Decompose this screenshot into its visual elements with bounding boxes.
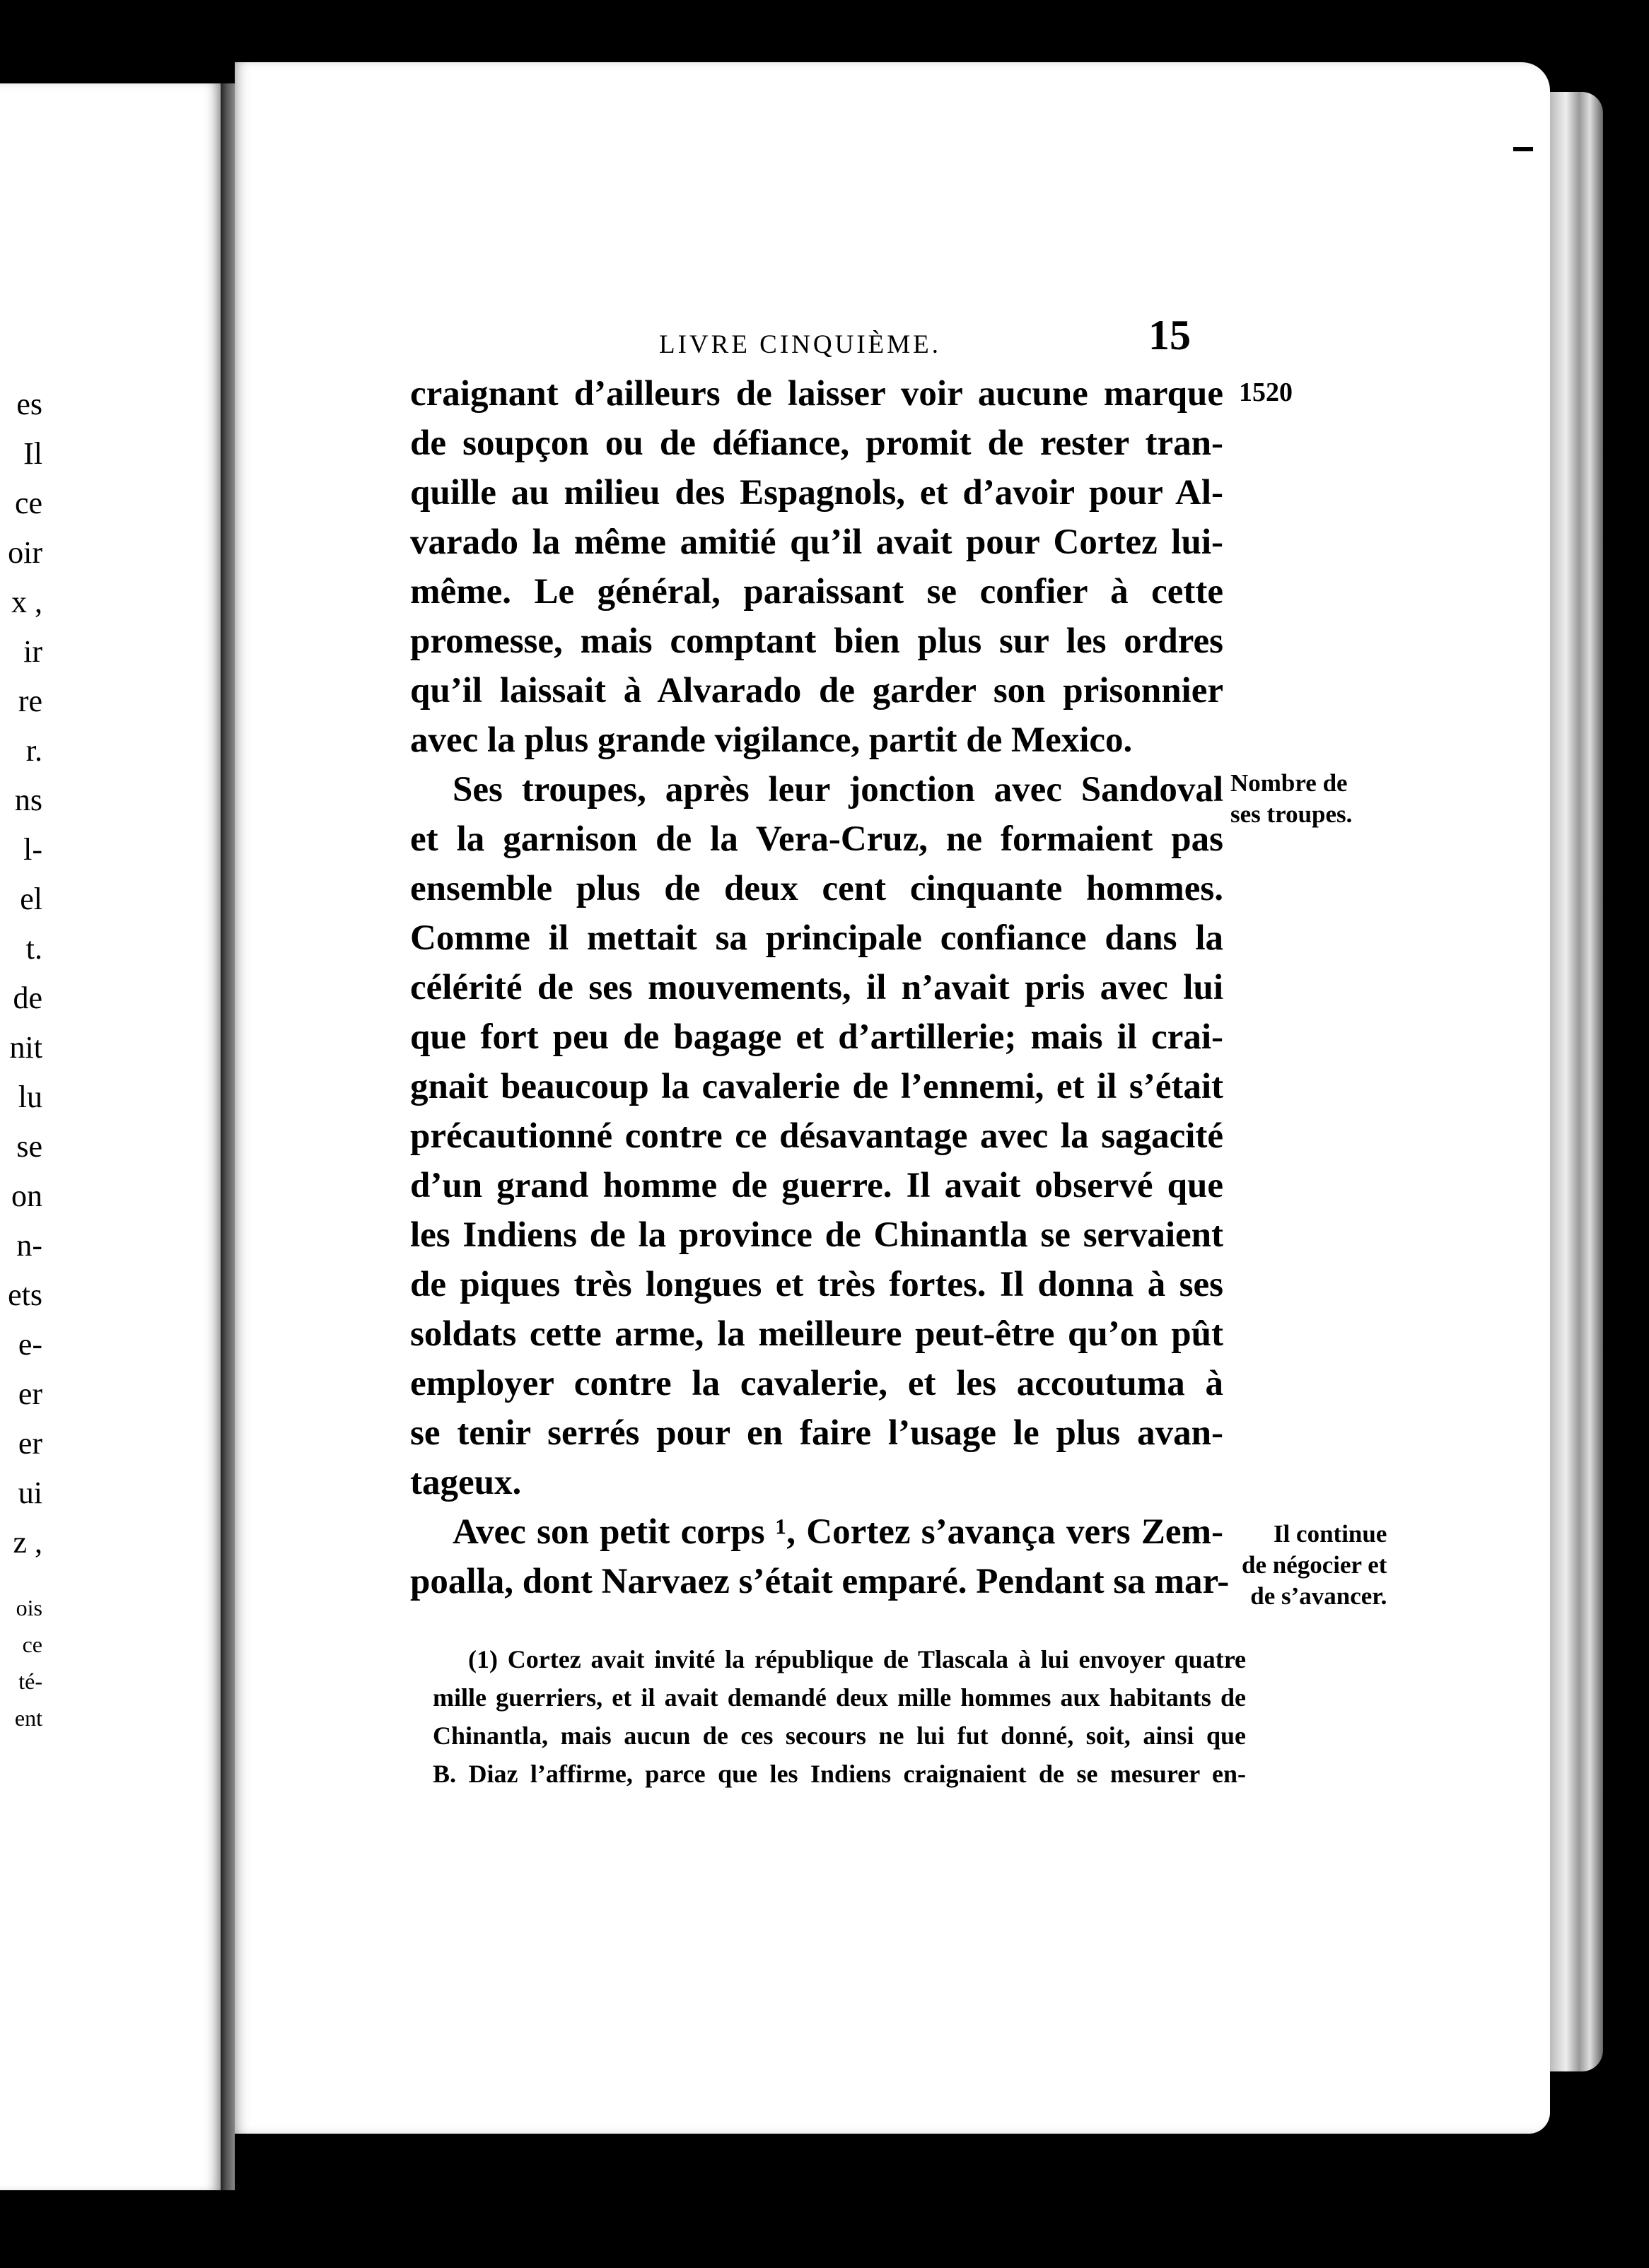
footnote-line: (1) Cortez avait invité la république de Tlascala à lui envoyer quatre <box>468 1645 1246 1673</box>
margin-note-line: Il continue <box>1273 1520 1387 1548</box>
margin-note-line: ses troupes. <box>1230 800 1353 828</box>
left-fragment: er <box>18 1426 42 1461</box>
left-fragment: ir <box>23 634 42 669</box>
left-fragment: x , <box>11 585 42 619</box>
text-line: promesse, mais comptant bien plus sur les ordres <box>410 621 1223 661</box>
left-fragment: ent <box>14 1705 42 1731</box>
paragraph <box>410 1507 1230 1606</box>
left-fragment: ets <box>8 1278 42 1312</box>
text-line: d’un grand homme de guerre. Il avait observé que <box>410 1166 1223 1205</box>
text-line: avec la plus grande vigilance, partit de Mexico. <box>410 720 1133 760</box>
text-line: de soupçon ou de défiance, promit de rester tran- <box>410 423 1223 463</box>
page-number: 15 <box>1148 312 1191 358</box>
footnote <box>433 1640 1246 1793</box>
text-line: Avec son petit corps ¹, Cortez s’avança vers Zem- <box>453 1512 1223 1552</box>
margin-note-troops <box>1230 768 1352 830</box>
left-fragment: lu <box>18 1080 42 1114</box>
left-fragment: té- <box>18 1668 42 1694</box>
text-line: tageux. <box>410 1463 522 1502</box>
text-line: Comme il mettait sa principale confiance dans la <box>410 918 1223 958</box>
left-fragment: ois <box>16 1595 42 1620</box>
text-line: qu’il laissait à Alvarado de garder son prisonnier <box>410 671 1223 711</box>
left-fragment: nit <box>9 1030 42 1065</box>
text-line: quille au milieu des Espagnols, et d’avoir pour Al- <box>410 473 1223 513</box>
text-line: même. Le général, paraissant se confier à cette <box>410 572 1223 612</box>
footnote-line: Chinantla, mais aucun de ces secours ne lui fut donné, soit, ainsi que <box>433 1722 1246 1750</box>
left-fragment: re <box>18 684 42 718</box>
text-line: gnait beaucoup la cavalerie de l’ennemi, et il s’était <box>410 1067 1223 1106</box>
text-line: Ses troupes, après leur jonction avec Sandoval <box>453 770 1223 809</box>
left-fragment: e- <box>18 1327 42 1362</box>
text-line: varado la même amitié qu’il avait pour Cortez lui- <box>410 522 1223 562</box>
text-line: se tenir serrés pour en faire l’usage le plus avan- <box>410 1413 1223 1453</box>
left-fragment: n- <box>16 1228 42 1263</box>
text-line: précautionné contre ce désavantage avec la sagacité <box>410 1116 1223 1156</box>
text-line: célérité de ses mouvements, il n’avait pris avec lui <box>410 968 1223 1007</box>
footnote-line: mille guerriers, et il avait demandé deux mille hommes aux habitants de <box>433 1683 1246 1712</box>
text-line: les Indiens de la province de Chinantla se servaient <box>410 1215 1223 1255</box>
left-fragment: er <box>18 1376 42 1411</box>
text-line: poalla, dont Narvaez s’était emparé. Pendant sa mar- <box>410 1562 1230 1601</box>
body-text <box>410 369 1230 1606</box>
paragraph <box>410 765 1223 1507</box>
book-gutter <box>221 83 235 2190</box>
text-line: craignant d’ailleurs de laisser voir aucune marque <box>410 374 1223 414</box>
left-fragment: el <box>20 882 42 916</box>
margin-note-negotiation <box>1242 1519 1387 1612</box>
paragraph <box>410 369 1223 765</box>
text-line: soldats cette arme, la meilleure peut-être qu’on pût <box>410 1314 1223 1354</box>
left-fragment: ui <box>18 1475 42 1510</box>
left-fragment: r. <box>25 733 42 768</box>
left-fragment: ce <box>14 486 42 520</box>
text-line: ensemble plus de deux cent cinquante hommes. <box>410 869 1223 908</box>
margin-note-line: de négocier et <box>1242 1551 1387 1579</box>
left-fragment: de <box>13 981 42 1015</box>
footnote-line: B. Diaz l’affirme, parce que les Indiens craignaient de se mesurer en- <box>433 1760 1246 1788</box>
left-fragment: z , <box>13 1525 42 1560</box>
left-fragment: ns <box>14 783 42 817</box>
year-marginal-note: 1520 <box>1239 378 1293 407</box>
left-fragment: es <box>16 387 42 421</box>
left-fragment: Il <box>23 436 42 471</box>
page-edge <box>1550 92 1603 2071</box>
running-head: LIVRE CINQUIÈME. <box>659 330 942 359</box>
left-fragment: ce <box>22 1632 42 1657</box>
left-fragment: on <box>11 1179 42 1213</box>
left-fragment: oir <box>8 535 42 570</box>
text-line: de piques très longues et très fortes. Il donna à ses <box>410 1265 1223 1304</box>
left-fragment: se <box>16 1129 42 1164</box>
left-fragment: t. <box>25 931 42 966</box>
left-page <box>0 83 225 2190</box>
margin-note-line: Nombre de <box>1230 769 1348 797</box>
text-line: et la garnison de la Vera-Cruz, ne formaient pas <box>410 819 1223 859</box>
left-fragment: l- <box>23 832 42 867</box>
text-line: que fort peu de bagage et d’artillerie; mais il crai- <box>410 1017 1223 1057</box>
margin-note-line: de s’avancer. <box>1250 1582 1387 1610</box>
edge-mark <box>1513 147 1533 151</box>
text-line: employer contre la cavalerie, et les accoutuma à <box>410 1364 1223 1403</box>
